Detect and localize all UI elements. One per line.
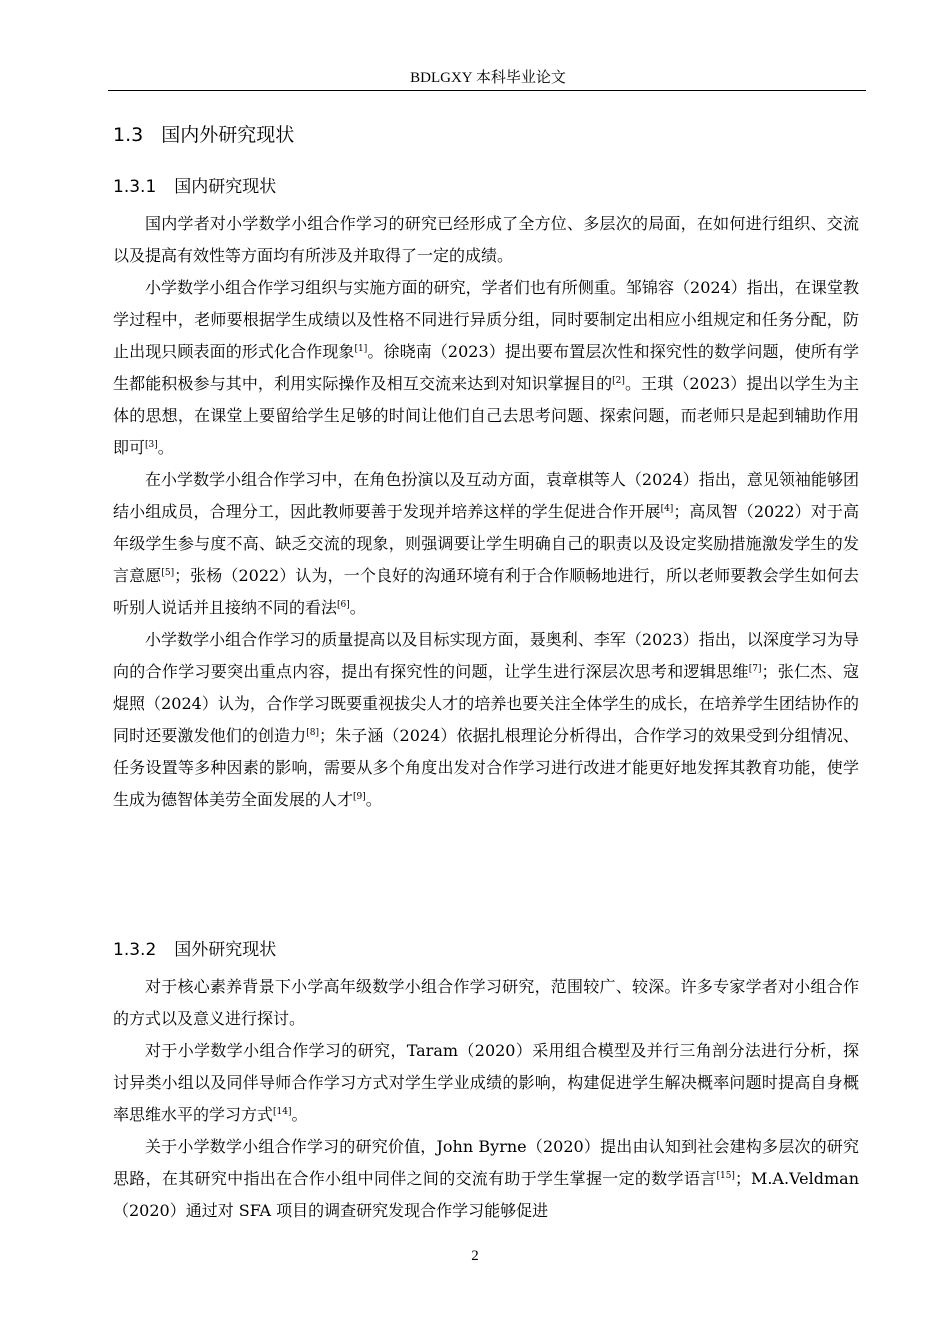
section-number: 1.3 xyxy=(113,124,144,146)
subsection-heading-domestic xyxy=(113,172,276,197)
text-run: ；朱子涵（2024）依据扎根理论分析得出，合作学习的效果受到分组情况、任务设置等多种因素的影响，需要从多个角度出发对合作学习进行改进才能更好地发挥其教育功能，使学生成为德智体美劳全面发展的人才 xyxy=(113,726,859,809)
citation-ref: [8] xyxy=(306,728,320,738)
text-run: ；M.A.Veldman（2020）通过对 SFA 项目的调查研究发现合作学习能够促进 xyxy=(113,1169,859,1220)
subsection-number: 1.3.2 xyxy=(113,940,157,960)
text-run: ；高凤智（2022）对于高年级学生参与度不高、缺乏交流的现象，则强调要让学生明确自己的职责以及设定奖励措施激发学生的发言意愿 xyxy=(113,502,859,585)
subsection-title: 国内研究现状 xyxy=(174,177,277,197)
foreign-research-body xyxy=(113,971,859,1227)
citation-ref: [7] xyxy=(748,664,762,674)
page-header: BDLGXY 本科毕业论文 xyxy=(410,70,566,86)
text-run: ；张仁杰、寇焜照（2024）认为，合作学习既要重视拔尖人才的培养也要关注全体学生的成长，在培养学生团结协作的同时还要激发他们的创造力 xyxy=(113,662,859,745)
paragraph xyxy=(113,1035,859,1131)
subsection-title: 国外研究现状 xyxy=(174,940,277,960)
text-run: 。 xyxy=(365,790,382,809)
citation-ref: [15] xyxy=(716,1171,735,1181)
paragraph: 国内学者对小学数学小组合作学习的研究已经形成了全方位、多层次的局面，在如何进行组织、交流以及提高有效性等方面均有所涉及并取得了一定的成绩。 xyxy=(113,214,859,265)
domestic-research-body xyxy=(113,208,859,816)
text-run: 。徐晓南（2023）提出要布置层次性和探究性的数学问题，使所有学生都能积极参与其中，利用实际操作及相互交流来达到对知识掌握目的 xyxy=(113,342,859,393)
header-divider xyxy=(108,90,866,91)
section-heading xyxy=(113,120,294,147)
citation-ref: [2] xyxy=(612,376,625,386)
text-run: 对于小学数学小组合作学习的研究，Taram（2020）采用组合模型及并行三角剖分法进行分析，探讨异类小组以及同伴导师合作学习方式对学生学业成绩的影响，构建促进学生解决概率问题时提高自身概率思维水平的学习方式 xyxy=(113,1041,859,1124)
citation-ref: [4] xyxy=(660,504,674,514)
citation-ref: [3] xyxy=(145,440,158,450)
paragraph xyxy=(113,464,859,624)
text-run: 小学数学小组合作学习组织与实施方面的研究，学者们也有所侧重。邹锦容（2024）指出，在课堂教学过程中，老师要根据学生成绩以及性格不同进行异质分组，同时要制定出相应小组规定和任务分配，防止出现只顾表面的形式化合作现象 xyxy=(113,278,859,361)
text-run: 。 xyxy=(157,438,174,457)
text-run: 在小学数学小组合作学习中，在角色扮演以及互动方面，袁章棋等人（2024）指出，意见领袖能够团结小组成员，合理分工，因此教师要善于发现并培养这样的学生促进合作开展 xyxy=(113,470,859,521)
page-number: 2 xyxy=(471,1248,479,1264)
text-run: 。王琪（2023）提出以学生为主体的思想，在课堂上要留给学生足够的时间让他们自己去思考问题、探索问题，而老师只是起到辅助作用即可 xyxy=(113,374,859,457)
text-run: 小学数学小组合作学习的质量提高以及目标实现方面，聂奥利、李军（2023）指出，以深度学习为导向的合作学习要突出重点内容，提出有探究性的问题，让学生进行深层次思考和逻辑思维 xyxy=(113,630,859,681)
text-run: 关于小学数学小组合作学习的研究价值，John Byrne（2020）提出由认知到社会建构多层次的研究思路，在其研究中指出在合作小组中同伴之间的交流有助于学生掌握一定的数学语言 xyxy=(113,1137,859,1188)
citation-ref: [6] xyxy=(337,600,350,610)
paragraph xyxy=(113,272,859,464)
text-run: 。 xyxy=(349,598,366,617)
citation-ref: [9] xyxy=(353,792,366,802)
section-title: 国内外研究现状 xyxy=(161,124,295,146)
text-run: ；张杨（2022）认为，一个良好的沟通环境有利于合作顺畅地进行，所以老师要教会学生如何去听别人说话并且接纳不同的看法 xyxy=(113,566,859,617)
citation-ref: [14] xyxy=(273,1107,292,1117)
paragraph xyxy=(113,624,859,816)
subsection-number: 1.3.1 xyxy=(113,177,157,197)
paragraph: 对于核心素养背景下小学高年级数学小组合作学习研究，范围较广、较深。许多专家学者对小组合作的方式以及意义进行探讨。 xyxy=(113,977,859,1028)
text-run: 。 xyxy=(291,1105,308,1124)
citation-ref: [1] xyxy=(354,344,368,354)
citation-ref: [5] xyxy=(161,568,175,578)
subsection-heading-foreign xyxy=(113,935,276,960)
paragraph xyxy=(113,1131,859,1227)
